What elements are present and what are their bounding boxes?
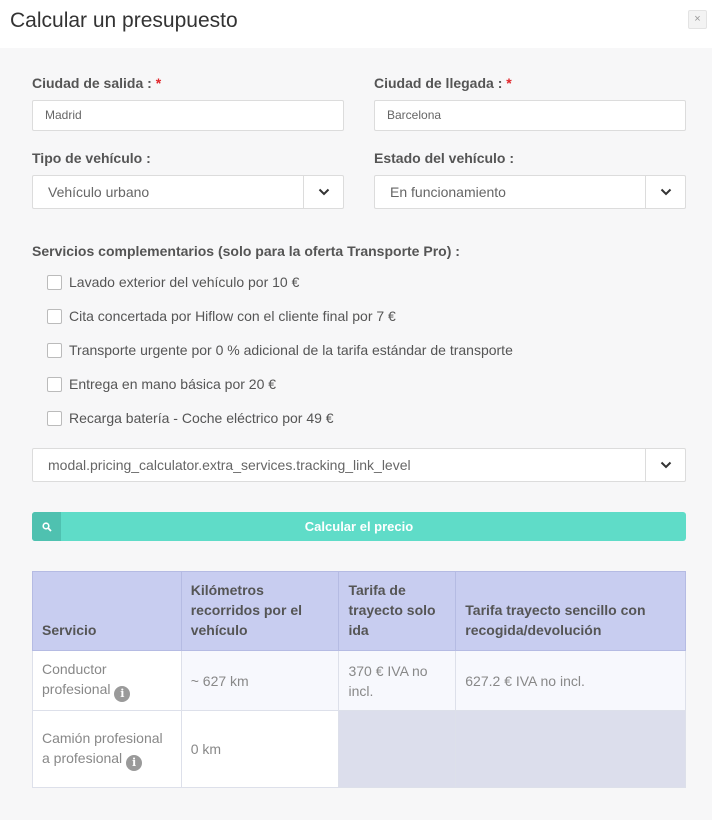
- modal-header: [0, 0, 712, 48]
- header-one-way: Tarifa de trayecto solo ida: [339, 572, 456, 651]
- service-exterior-wash[interactable]: [47, 273, 299, 291]
- service-name: Conductor profesional: [42, 661, 111, 697]
- required-mark: *: [506, 75, 512, 91]
- required-mark: *: [155, 75, 162, 91]
- checkbox[interactable]: [47, 343, 62, 358]
- arrival-city-input[interactable]: Barcelona: [374, 100, 686, 131]
- vehicle-state-dropdown-button[interactable]: [645, 176, 685, 208]
- departure-city-label-text: Ciudad de salida :: [32, 75, 152, 91]
- close-button[interactable]: [688, 10, 707, 29]
- chevron-down-icon: [318, 188, 330, 196]
- tracking-level-dropdown-button[interactable]: [645, 449, 685, 481]
- chevron-down-icon: [660, 188, 672, 196]
- cell-round-trip: [456, 711, 686, 788]
- service-label: Entrega en mano básica por 20 €: [69, 376, 277, 392]
- calculate-price-label: Calcular el precio: [304, 519, 414, 534]
- service-label: Lavado exterior del vehículo por 10 €: [69, 274, 300, 290]
- calculate-price-button[interactable]: [32, 512, 686, 541]
- cell-one-way: [339, 711, 456, 788]
- tracking-level-select[interactable]: [32, 448, 686, 482]
- checkbox[interactable]: [47, 309, 62, 324]
- info-icon[interactable]: i: [114, 686, 130, 702]
- vehicle-state-value: En funcionamiento: [390, 184, 506, 200]
- departure-city-label: [32, 75, 161, 91]
- cell-service: [33, 651, 182, 711]
- table-row: [33, 711, 686, 788]
- vehicle-state-label: Estado del vehículo :: [374, 150, 515, 166]
- service-appointment[interactable]: [47, 307, 396, 325]
- header-round-trip: Tarifa trayecto sencillo con recogida/devolución: [456, 572, 686, 651]
- cell-round-trip: 627.2 € IVA no incl.: [456, 651, 686, 711]
- cell-km: ~ 627 km: [181, 651, 339, 711]
- service-battery-recharge[interactable]: [47, 409, 334, 427]
- tracking-level-value: modal.pricing_calculator.extra_services.tracking_link_level: [48, 457, 411, 473]
- arrival-city-label: [374, 75, 512, 91]
- header-km: Kilómetros recorridos por el vehículo: [181, 572, 339, 651]
- arrival-city-label-text: Ciudad de llegada :: [374, 75, 503, 91]
- checkbox[interactable]: [47, 275, 62, 290]
- service-label: Recarga batería - Coche eléctrico por 49 €: [69, 410, 334, 426]
- vehicle-type-select[interactable]: [32, 175, 344, 209]
- vehicle-type-dropdown-button[interactable]: [303, 176, 343, 208]
- vehicle-state-select[interactable]: [374, 175, 686, 209]
- cell-one-way: 370 € IVA no incl.: [339, 651, 456, 711]
- table-row: [33, 651, 686, 711]
- departure-city-input[interactable]: Madrid: [32, 100, 344, 131]
- close-icon: ×: [694, 13, 701, 25]
- service-label: Cita concertada por Hiflow con el cliente final por 7 €: [69, 308, 396, 324]
- cell-service: [33, 711, 182, 788]
- checkbox[interactable]: [47, 377, 62, 392]
- service-urgent-transport[interactable]: [47, 341, 513, 359]
- header-service: Servicio: [33, 572, 182, 651]
- vehicle-type-label: Tipo de vehículo :: [32, 150, 151, 166]
- services-title: Servicios complementarios (solo para la oferta Transporte Pro) :: [32, 243, 460, 259]
- checkbox[interactable]: [47, 411, 62, 426]
- chevron-down-icon: [660, 461, 672, 469]
- cell-km: 0 km: [181, 711, 339, 788]
- vehicle-type-value: Vehículo urbano: [48, 184, 150, 200]
- modal-title: Calcular un presupuesto: [10, 9, 238, 32]
- service-name: Camión profesional a profesional: [42, 729, 163, 766]
- table-header-row: [33, 572, 686, 651]
- service-hand-delivery[interactable]: [47, 375, 276, 393]
- service-label: Transporte urgente por 0 % adicional de la tarifa estándar de transporte: [69, 342, 513, 358]
- info-icon[interactable]: i: [126, 755, 142, 771]
- results-table: [32, 571, 686, 788]
